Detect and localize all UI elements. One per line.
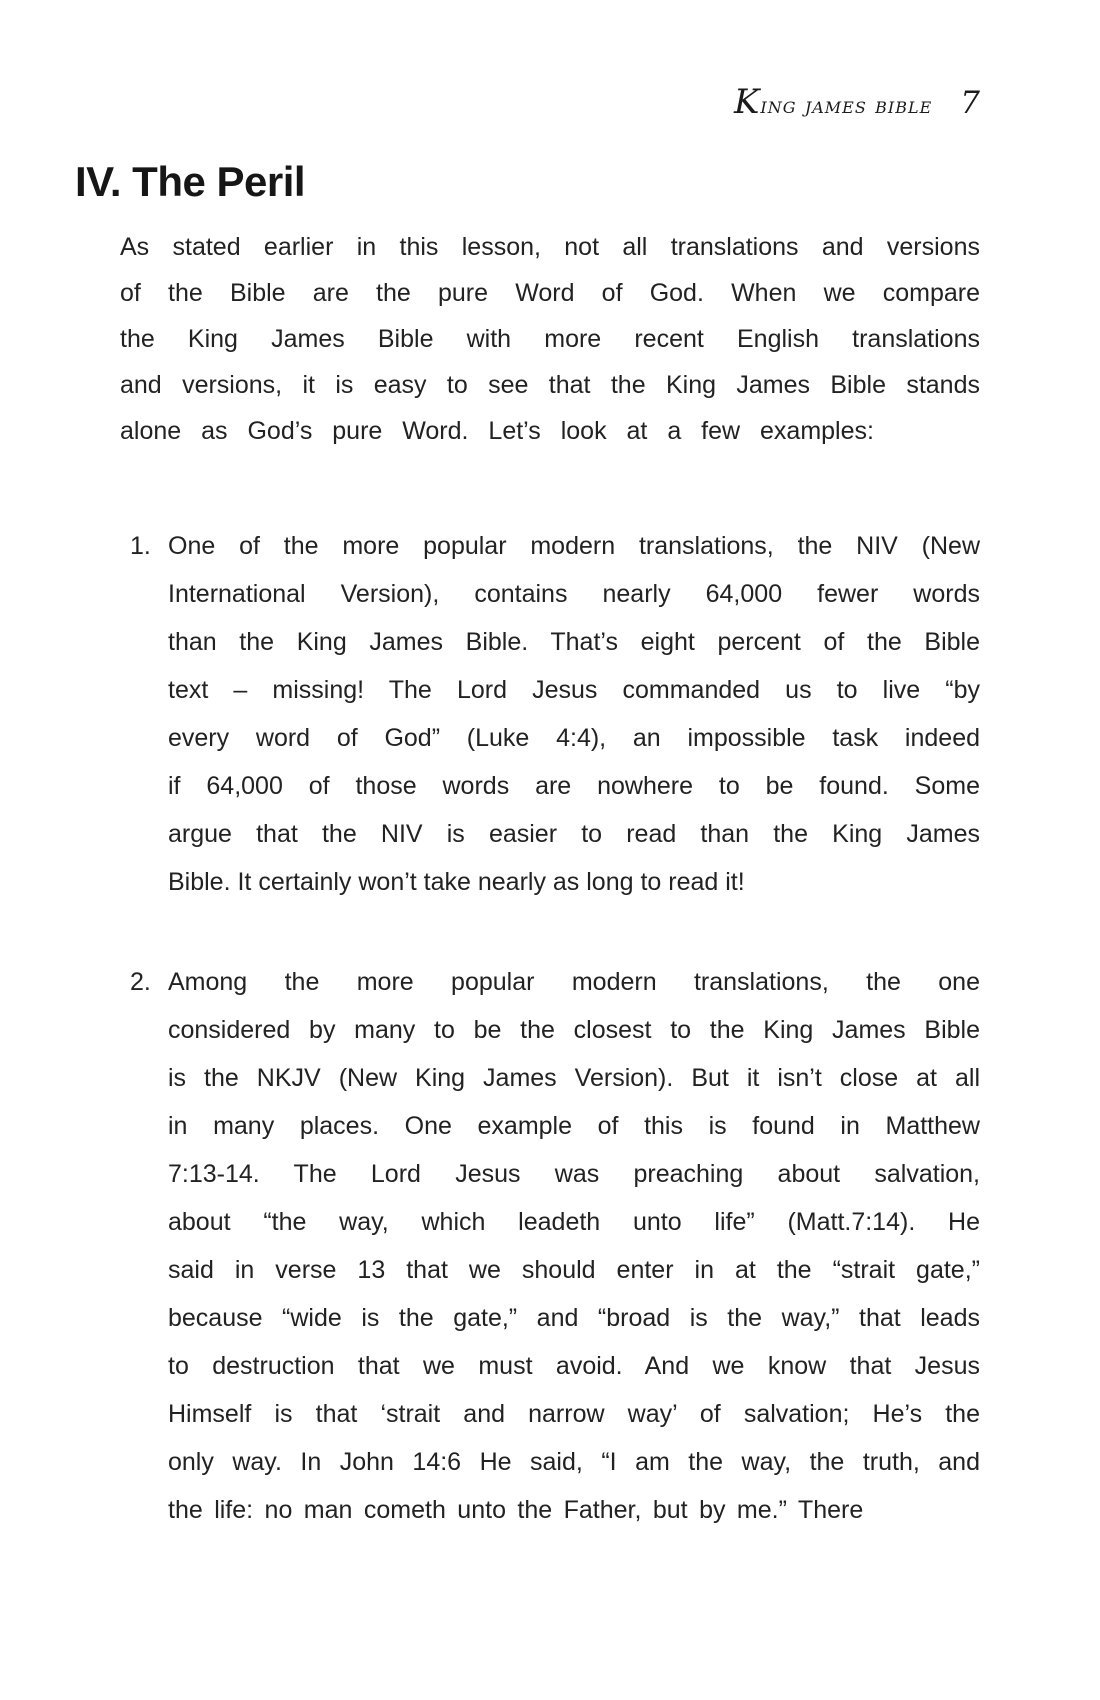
text-line: the King James Bible with more recent English translations bbox=[120, 325, 980, 353]
text-line: in many places. One example of this is found in Matthew bbox=[168, 1112, 980, 1140]
item-text bbox=[168, 958, 980, 1534]
text-line: Bible. It certainly won’t take nearly as long to read it! bbox=[168, 868, 745, 896]
text-line: Among the more popular modern translations, the one bbox=[168, 968, 980, 996]
text-line: text – missing! The Lord Jesus commanded us to live “by bbox=[168, 676, 980, 704]
text-line: alone as God’s pure Word. Let’s look at a few examples: bbox=[120, 417, 874, 445]
text-line: considered by many to be the closest to the King James Bible bbox=[168, 1016, 980, 1044]
item-number: 2. bbox=[130, 968, 151, 996]
item-number: 1. bbox=[130, 532, 151, 560]
text-line: As stated earlier in this lesson, not all translations and versions bbox=[120, 233, 980, 261]
running-title: King james bible bbox=[734, 82, 933, 122]
text-line: the life: no man cometh unto the Father, but by me.” There bbox=[168, 1496, 864, 1524]
text-line: One of the more popular modern translations, the NIV (New bbox=[168, 532, 980, 560]
numbered-list bbox=[130, 522, 980, 1586]
text-line: because “wide is the gate,” and “broad is the way,” that leads bbox=[168, 1304, 980, 1332]
text-line: if 64,000 of those words are nowhere to be found. Some bbox=[168, 772, 980, 800]
section-heading: IV. The Peril bbox=[75, 158, 306, 205]
text-line: International Version), contains nearly 64,000 fewer words bbox=[168, 580, 980, 608]
text-line: every word of God” (Luke 4:4), an impossible task indeed bbox=[168, 724, 980, 752]
list-item bbox=[130, 522, 980, 906]
text-line: said in verse 13 that we should enter in at the “strait gate,” bbox=[168, 1256, 980, 1284]
text-line: only way. In John 14:6 He said, “I am the way, the truth, and bbox=[168, 1448, 980, 1476]
text-line: and versions, it is easy to see that the King James Bible stands bbox=[120, 371, 980, 399]
item-text bbox=[168, 522, 980, 906]
text-line: 7:13-14. The Lord Jesus was preaching about salvation, bbox=[168, 1160, 980, 1188]
text-line: to destruction that we must avoid. And we know that Jesus bbox=[168, 1352, 980, 1380]
text-line: Himself is that ‘strait and narrow way’ of salvation; He’s the bbox=[168, 1400, 980, 1428]
intro-paragraph bbox=[120, 224, 980, 454]
page-number: 7 bbox=[960, 85, 980, 121]
text-line: argue that the NIV is easier to read than the King James bbox=[168, 820, 980, 848]
list-item bbox=[130, 958, 980, 1534]
running-head bbox=[734, 82, 980, 122]
text-line: is the NKJV (New King James Version). But it isn’t close at all bbox=[168, 1064, 980, 1092]
text-line: about “the way, which leadeth unto life” (Matt.7:14). He bbox=[168, 1208, 980, 1236]
text-line: than the King James Bible. That’s eight percent of the Bible bbox=[168, 628, 980, 656]
text-line: of the Bible are the pure Word of God. When we compare bbox=[120, 279, 980, 307]
